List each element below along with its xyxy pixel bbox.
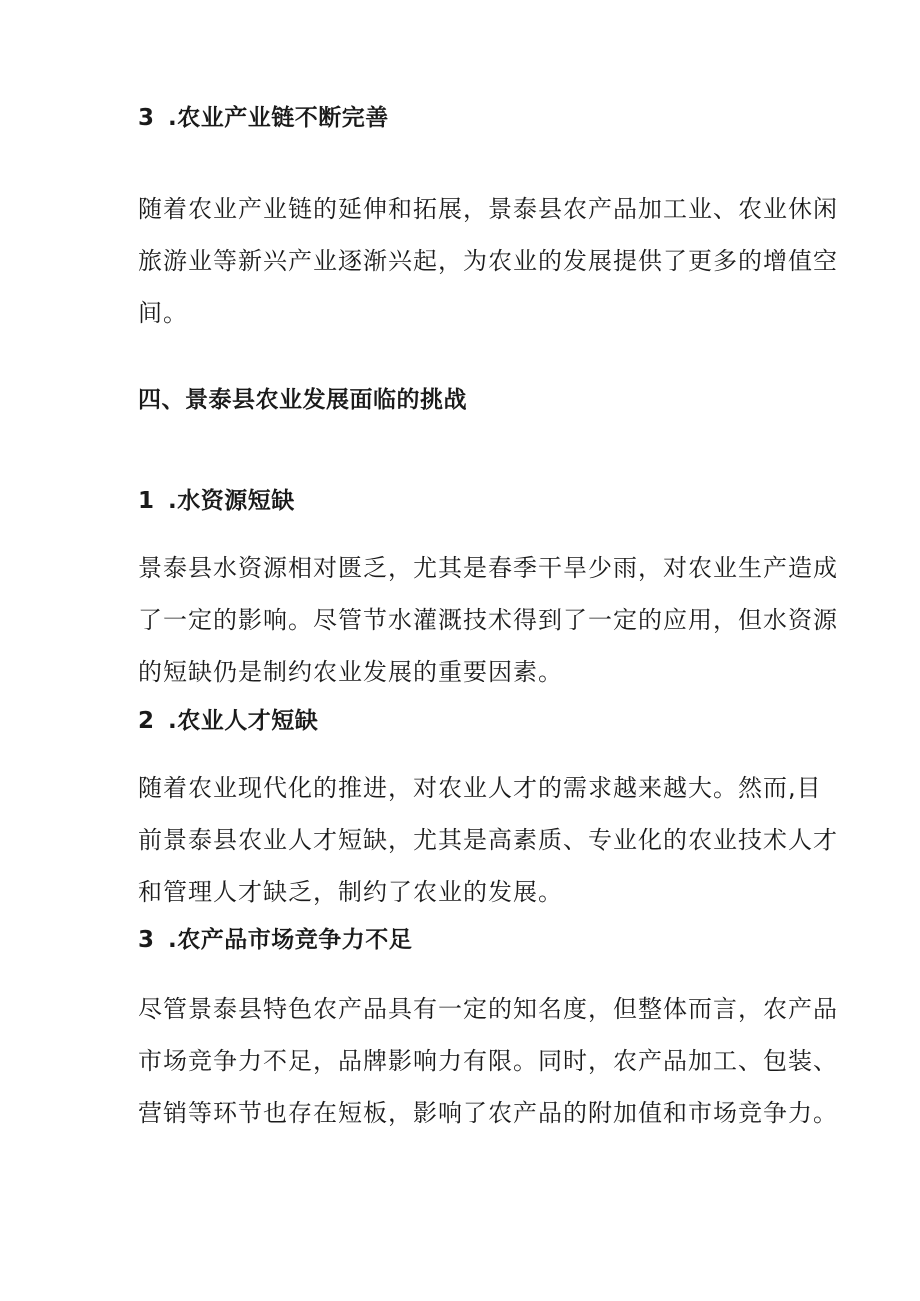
heading-text: .农业产业链不断完善 — [168, 105, 389, 131]
paragraph-line: 市场竞争力不足，品牌影响力有限。同时，农产品加工、包装、 — [138, 1047, 838, 1075]
paragraph-line: 景泰县水资源相对匮乏，尤其是春季干旱少雨，对农业生产造成 — [138, 554, 838, 582]
paragraph-line: 间。 — [138, 299, 188, 327]
paragraph-water — [138, 542, 838, 698]
chapter-heading-challenges — [138, 385, 798, 415]
heading-number: 1 — [138, 488, 155, 514]
paragraph-line: 尽管景泰县特色农产品具有一定的知名度，但整体而言，农产品 — [138, 995, 838, 1023]
section-heading-talent — [138, 706, 798, 736]
paragraph-talent — [138, 762, 838, 918]
paragraph-line: 旅游业等新兴产业逐渐兴起，为农业的发展提供了更多的增值空 — [138, 247, 838, 275]
heading-text: .水资源短缺 — [168, 488, 295, 514]
heading-number: 3 — [138, 105, 155, 131]
heading-number: 3 — [138, 927, 155, 953]
paragraph-agri-chain — [138, 183, 838, 339]
chapter-title: 四、景泰县农业发展面临的挑战 — [138, 387, 467, 413]
paragraph-line: 随着农业产业链的延伸和拓展，景泰县农产品加工业、农业休闲 — [138, 195, 838, 223]
paragraph-market — [138, 983, 838, 1139]
heading-text: .农业人才短缺 — [168, 708, 319, 734]
heading-number: 2 — [138, 708, 155, 734]
paragraph-line: 营销等环节也存在短板，影响了农产品的附加值和市场竞争力。 — [138, 1099, 838, 1127]
paragraph-line: 了一定的影响。尽管节水灌溉技术得到了一定的应用，但水资源 — [138, 606, 838, 634]
section-heading-market — [138, 925, 798, 955]
section-heading-water — [138, 486, 798, 516]
paragraph-line: 随着农业现代化的推进，对农业人才的需求越来越大。然而,目 — [138, 774, 822, 802]
paragraph-line: 和管理人才缺乏，制约了农业的发展。 — [138, 878, 563, 906]
paragraph-line: 前景泰县农业人才短缺，尤其是高素质、专业化的农业技术人才 — [138, 826, 838, 854]
heading-text: .农产品市场竞争力不足 — [168, 927, 413, 953]
section-heading-agri-chain — [138, 103, 798, 133]
paragraph-line: 的短缺仍是制约农业发展的重要因素。 — [138, 658, 563, 686]
